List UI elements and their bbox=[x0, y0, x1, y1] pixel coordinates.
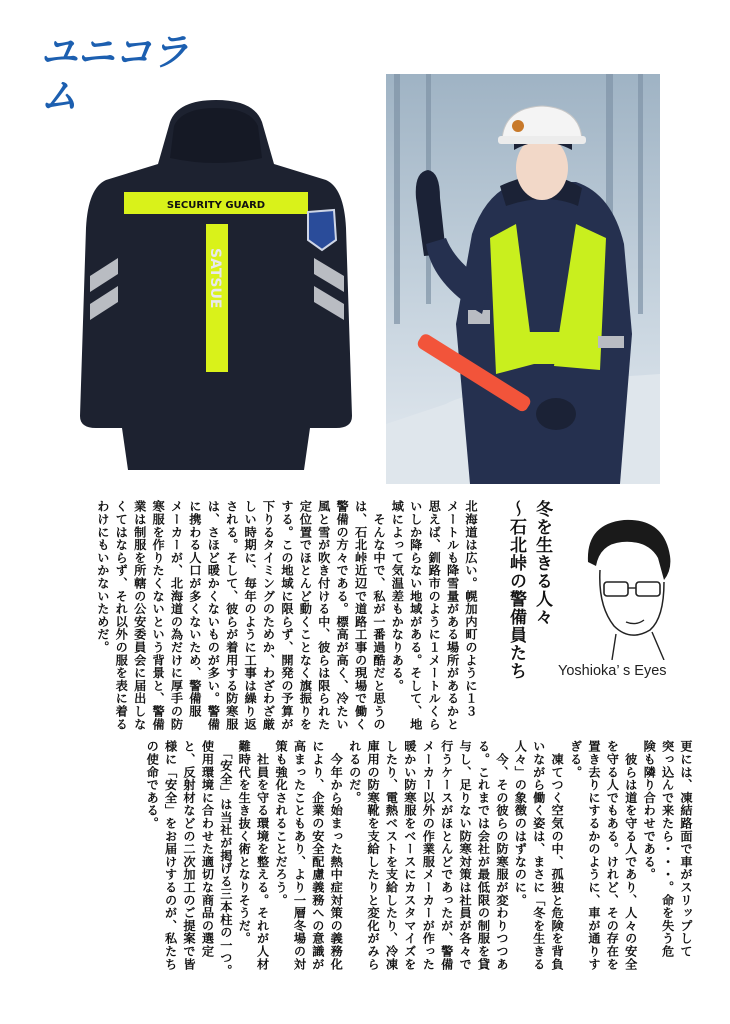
satsue-back-text: SATSUE bbox=[207, 248, 223, 309]
article-body-lower: 更には、凍結路面で車がスリップして 突っ込んで来たら・・・。命を失う危 険も隣り合わせである。 彼らは道を守る人であり、人々の安全 を守る人でもある。けれど、その存在を 置き去りにするかのように、車が通りす ぎる。 凍てつく空気の中、孤独と危険を背負 いながら働く姿は、まさに「冬を生きる 人々」の象徴のはずなのに。 今、その彼らの防寒服が変わりつつあ る。これまでは会社が最低限の制服を貸 与し、足りない防寒対策は社員が各々で 行うケースがほとんどであったが、警備 メーカー以外の作業服メーカーが作った 暖かい防寒服をベースにカスタマイズを したり、電熱ベストを支給したり、冷凍 庫用の防寒靴を支給したりと変化がみら れるのだ。 今年から始まった熱中症対策の義務化 により、企業の安全配慮義務への意識が 高まったこともあり、より一層冬場の対 策も強化されることだろう。 社員を守る環境を整える。それが人材 難時代を生き抜く術となりそうだ。 「安全」は当社が掲げる三本柱の一つ。 使用環境に合わせた適切な商品の選定 と、反射材などの二次加工のご提案で皆 様に「安全」をお届けするのが、私たち の使命である。 bbox=[145, 740, 693, 978]
article-subtitle: 〜石北峠の警備員たち bbox=[506, 500, 526, 680]
security-guard-photo bbox=[386, 74, 660, 484]
article-body-upper: 北海道は広い。幌加内町のように１３ メートルも降雪量がある場所があるかと 思えば、釧路市のように１メートルくら いしか降らない地域がある。そして、地 域によって気温差もかなりある。 そんな中で、私が一番過酷だと思うの は、石北峠近辺で道路工事の現場で働く 警備の方々である。標高が高く、冷たい 風と雪が吹き付ける中、彼らは限られた 定位置でほとんど動くことなく旗振りを する。この地域に限らず、開発の予算が 下りるタイミングのためか、わざわざ厳 しい時期に、毎年のように工事は繰り返 される。そして、彼らが着用する防寒服 は、さほど暖かくないものが多い。警備 に携わる人口が多くないため、警備服 メーカーが、北海道の為だけに厚手の防 寒服を作りたくないという背景と、警備 業は制服を所轄の公安委員会に届出しな くてはならず、それ以外の服を表に着る わけにもいかないためだ。 bbox=[95, 500, 478, 731]
byline-caption: Yoshioka’ s Eyes bbox=[558, 663, 667, 679]
article-title-block bbox=[495, 500, 555, 715]
author-portrait-illustration bbox=[560, 510, 690, 660]
security-guard-band: SECURITY GUARD bbox=[166, 200, 266, 211]
column-logo: ユニコラム bbox=[40, 30, 189, 118]
jacket-photo bbox=[78, 98, 354, 476]
article-title: 冬を生きる人々 bbox=[532, 500, 552, 626]
